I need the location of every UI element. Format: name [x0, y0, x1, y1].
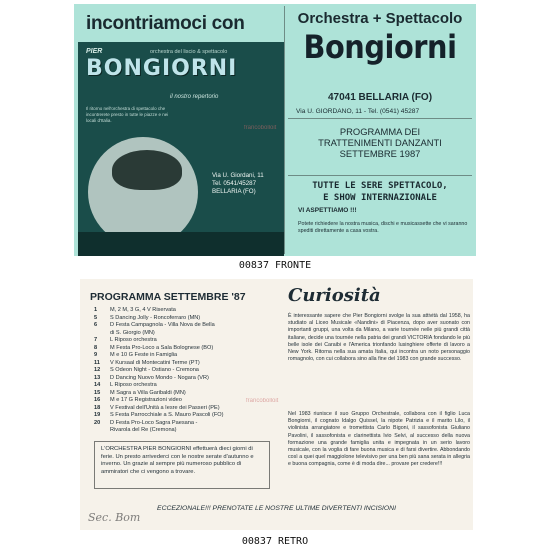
watermark: francobolloit — [246, 398, 279, 404]
program-heading — [284, 126, 476, 159]
photo-address-line: Tel. 0541/45287 — [212, 180, 257, 187]
music-note: Potete richiedere la nostra musica, dischi e musicassette che vi saranno spediti direttamente a casa vostra. — [298, 221, 468, 234]
photo-blurb: Il ritorno nell'orchestra di spettacolo che incontrerete presto in tutte le piazze e nei locali d'Italia. — [86, 106, 169, 123]
invitation-line: VI ASPETTIAMO !!! — [298, 207, 357, 214]
divider — [288, 118, 472, 119]
schedule-event: D Dancing Nuovo Mondo - Nogara (VR) — [110, 374, 209, 381]
schedule-row — [94, 360, 280, 368]
postcard-back — [80, 279, 473, 530]
back-caption: 00837 RETRO — [241, 536, 309, 547]
back-right-panel — [280, 279, 473, 530]
schedule-row — [94, 307, 280, 315]
photo-logo: BONGIORNI — [86, 56, 238, 81]
schedule-event: V Kursaal di Montecatini Terme (PT) — [110, 359, 200, 366]
schedule-row — [94, 427, 280, 435]
schedule-row — [94, 367, 280, 375]
schedule-day: 16 — [94, 397, 101, 403]
schedule-title: PROGRAMMA SETTEMBRE '87 — [90, 291, 246, 303]
schedule-row — [94, 382, 280, 390]
schedule-day: 8 — [94, 344, 98, 351]
schedule-day: 11 — [94, 359, 100, 366]
photo-hair-shape — [112, 150, 182, 190]
curiosita-title: Curiosità — [288, 285, 381, 306]
schedule-list — [94, 307, 280, 435]
orchestra-header: Orchestra + Spettacolo — [297, 10, 463, 27]
show-line: TUTTE LE SERE SPETTACOLO, — [312, 181, 448, 191]
schedule-day: 6 — [94, 322, 98, 328]
schedule-day: 7 — [94, 337, 98, 343]
schedule-day — [94, 330, 110, 338]
schedule-event: V Festival dell'Unità a Iesre dei Passeri (PE) — [110, 404, 220, 411]
artist-photo — [78, 42, 284, 256]
schedule-day: 20 — [94, 419, 101, 426]
schedule-day: 1 — [94, 307, 98, 313]
schedule-row — [94, 390, 280, 398]
schedule-event: M e 10 G Feste in Famiglia — [110, 352, 178, 358]
show-line: E SHOW INTERNAZIONALE — [323, 193, 437, 203]
schedule-event: M, 2 M, 3 G, 4 V Riservata — [110, 307, 176, 313]
schedule-day — [94, 427, 110, 435]
photo-address-line: Via U. Giordani, 11 — [212, 172, 264, 179]
schedule-event: Rivarola del Re (Cremona) — [110, 427, 177, 433]
photo-address-line: BELLARIA (FO) — [212, 188, 256, 195]
schedule-event: D Festa Pro-Loco Sagra Paesana - — [110, 419, 198, 426]
info-box: L'ORCHESTRA PIER BONGIORNI effettuerà dieci giorni di ferie. Un presto arrivederci con le nostre serate d'autunno e inverno. Un grazie al sempre più numeroso pubblico di ammiratori che ci vengono a trovare. — [94, 441, 270, 489]
address-line: Via U. GIORDANO, 11 - Tel. (0541) 45287 — [296, 108, 420, 115]
back-left-panel — [80, 279, 280, 530]
program-line: SETTEMBRE 1987 — [339, 148, 421, 159]
schedule-row — [94, 345, 280, 353]
program-line: TRATTENIMENTI DANZANTI — [318, 137, 442, 148]
photo-name-top: PIER — [86, 48, 103, 55]
schedule-day: 5 — [94, 314, 98, 321]
schedule-day: 14 — [94, 382, 101, 388]
schedule-row — [94, 405, 280, 413]
schedule-day: 13 — [94, 374, 101, 381]
schedule-day: 19 — [94, 412, 101, 418]
schedule-event: L Riposo orchestra — [110, 337, 157, 343]
photo-subtitle: il nostro repertorio — [170, 94, 219, 100]
schedule-row — [94, 330, 280, 338]
schedule-event: L Riposo orchestra — [110, 382, 157, 388]
schedule-event: S Dancing Jolly - Roncoferraro (MN) — [110, 314, 201, 321]
schedule-event: M e 17 G Registrazioni video — [110, 397, 182, 403]
schedule-event: M Sagra a Villa Garibaldi (MN) — [110, 389, 186, 396]
curiosita-paragraph: Nel 1983 riunisce il suo Gruppo Orchestrale, collabora con il figlio Luca Bongiorni, il cognato Idalgo Quissel, la nipote Patrizia e il marito Lilo, il violinista arrangiatore e tromettista Carlo Bigoni, il sassofonista Giuliano Pavolini, il sassofonista e clarinettista Ivio Selvi, al successo della nuova formazione una grande famiglia unita e impegnata in un serio lavoro musicale, con la voglia di fare buona musica e di farsi divertire. Abbondando così a quei quel maggiolone televisivo per una ben più sana serata in allegria e buona compagnia, come è di moda dire... provare per credere!!! — [288, 411, 470, 468]
schedule-row — [94, 420, 280, 428]
handwritten-signature: Sec. Bom — [88, 511, 141, 524]
schedule-day: 18 — [94, 404, 101, 411]
front-headline: incontriamoci con — [86, 13, 245, 34]
schedule-event: S Festa Parrocchiale a S. Mauro Pascoli (FO) — [110, 412, 224, 418]
schedule-row — [94, 337, 280, 345]
front-caption: 00837 FRONTE — [238, 260, 312, 271]
schedule-row — [94, 412, 280, 420]
schedule-day: 12 — [94, 367, 101, 373]
front-right-panel — [284, 4, 476, 256]
divider — [288, 175, 472, 176]
schedule-row — [94, 352, 280, 360]
schedule-event: D Festa Campagnola - Villa Nova de Bella — [110, 322, 215, 328]
photo-small-top: orchestra del liscio & spettacolo — [150, 49, 228, 55]
schedule-event: S Odeon Night - Ostiano - Cremona — [110, 367, 199, 373]
brand-title: Bongiorni — [303, 28, 457, 66]
schedule-event: M Festa Pro-Loco a Sala Bolognese (BO) — [110, 344, 214, 351]
program-line: PROGRAMMA DEI — [339, 126, 421, 137]
back-footer: ECCEZIONALE!!! PRENOTATE LE NOSTRE ULTIME DIVERTENTI INCISIONI — [157, 505, 396, 512]
watermark: francobolloit — [244, 125, 277, 131]
schedule-day: 15 — [94, 389, 101, 396]
schedule-row — [94, 375, 280, 383]
city-line: 47041 BELLARIA (FO) — [327, 92, 433, 103]
schedule-row — [94, 315, 280, 323]
photo-address — [212, 172, 264, 196]
curiosita-paragraph: È interessante sapere che Pier Bongiorni svolge la sua attività dal 1958, ha studiato al Liceo Musicale «Nandini» di Piacenza, dopo aver suonato con importanti gruppi, una volta da Milano, a varie tournée nelle più grandi città italiane, decide una tournée nella patria dei grandi VICTORIA fondando le più belle isole dei Caraibi e l'America trionfando lusinghiere offerte di lavoro a New York. Ritorna nella sua amata Italia, qui incontra un noto personaggio romagnolo, con cui collabora sino alla fine del 1983 con grande successo. — [288, 313, 470, 363]
schedule-event: di S. Giorgio (MN) — [110, 329, 155, 336]
schedule-day: 9 — [94, 352, 98, 358]
photo-shadow-shape — [78, 232, 284, 256]
schedule-row — [94, 322, 280, 330]
show-heading — [284, 180, 476, 204]
